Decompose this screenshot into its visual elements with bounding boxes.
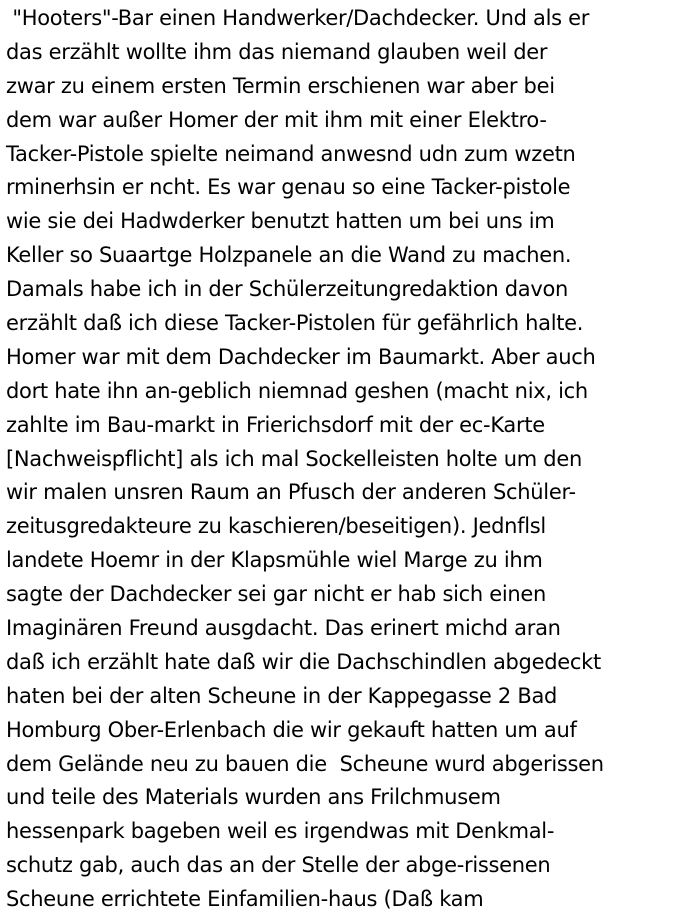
text-line: und teile des Materials wurden ans Frilchmusem — [6, 785, 501, 810]
text-line: Tacker-Pistole spielte neimand anwesnd udn zum wzetn — [6, 141, 576, 166]
text-line: zeitusgredakteure zu kaschieren/beseitigen). Jednflsl — [6, 514, 546, 539]
text-line: Homer war mit dem Dachdecker im Baumarkt. Aber auch — [6, 344, 596, 369]
text-line: rminerhsin er ncht. Es war genau so eine Tacker-pistole — [6, 175, 571, 200]
text-line: Homburg Ober-Erlenbach die wir gekauft hatten um auf — [6, 717, 577, 742]
text-line: Damals habe ich in der Schülerzeitungredaktion davon — [6, 277, 569, 302]
text-line: wie sie dei Hadwderker benutzt hatten um bei uns im — [6, 209, 555, 234]
text-line: daß ich erzählt hate daß wir die Dachschindlen abgedeckt — [6, 649, 601, 674]
text-line: erzählt daß ich diese Tacker-Pistolen für gefährlich halte. — [6, 311, 584, 336]
text-line: Scheune errichtete Einfamilien-haus (Daß kam — [6, 887, 484, 912]
text-line: zwar zu einem ersten Termin erschienen war aber bei — [6, 73, 555, 98]
text-line: "Hooters"-Bar einen Handwerker/Dachdecker. Und als er — [6, 6, 590, 30]
text-line: dem war außer Homer der mit ihm mit einer Elektro- — [6, 107, 547, 132]
text-line: Keller so Suaartge Holzpanele an die Wand zu machen. — [6, 243, 572, 268]
text-line: zahlte im Bau-markt in Frierichsdorf mit der ec-Karte — [6, 412, 545, 437]
text-line: hessenpark bageben weil es irgendwas mit Denkmal- — [6, 819, 555, 844]
text-line: dort hate ihn an-geblich niemnad geshen (macht nix, ich — [6, 378, 588, 403]
text-line: Imaginären Freund ausgdacht. Das erinert michd aran — [6, 616, 561, 641]
body-text — [6, 2, 684, 917]
text-line: das erzählt wollte ihm das niemand glauben weil der — [6, 39, 548, 64]
text-line: dem Gelände neu zu bauen die Scheune wurd abgerissen — [6, 751, 604, 776]
text-line: sagte der Dachdecker sei gar nicht er hab sich einen — [6, 582, 547, 607]
text-line: [Nachweispflicht] als ich mal Sockelleisten holte um den — [6, 446, 582, 471]
text-line: schutz gab, auch das an der Stelle der abge-rissenen — [6, 853, 551, 878]
text-line: haten bei der alten Scheune in der Kappegasse 2 Bad — [6, 683, 558, 708]
text-line: landete Hoemr in der Klapsmühle wiel Marge zu ihm — [6, 548, 543, 573]
text-line: wir malen unsren Raum an Pfusch der anderen Schüler- — [6, 480, 576, 505]
